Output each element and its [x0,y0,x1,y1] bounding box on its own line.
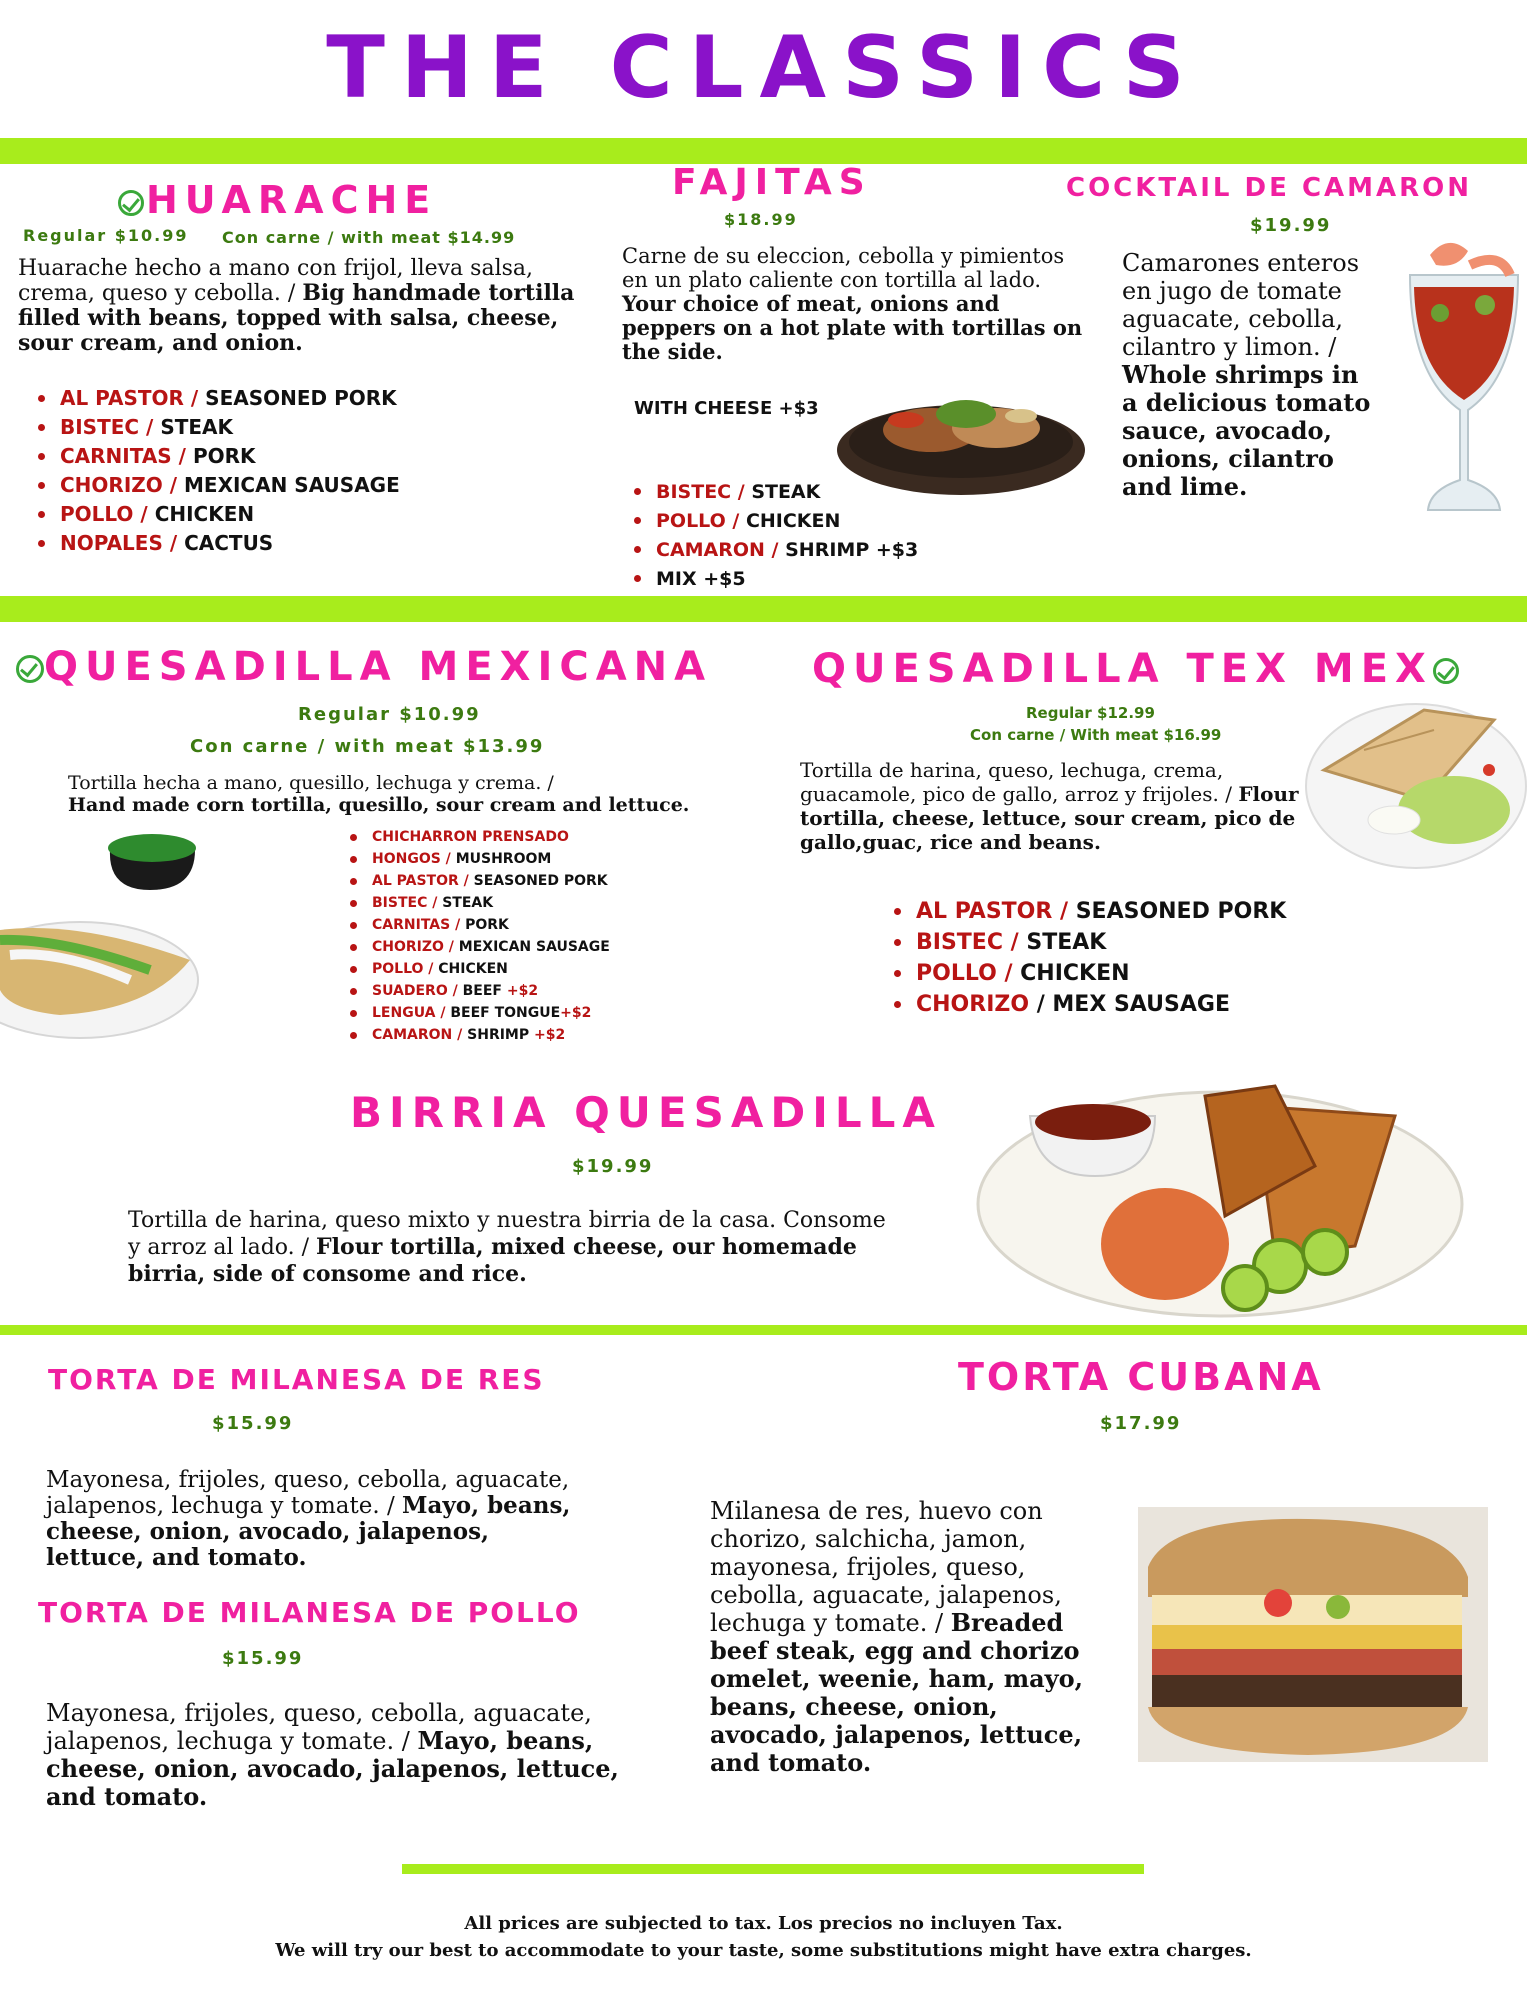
qtex-meat-price: Con carne / With meat $16.99 [970,726,1222,744]
item-es: CAMARON / [372,1027,463,1043]
torta-pollo-desc-en: Mayo, beans, cheese, onion, avocado, jalapenos, lettuce, and tomato. [46,1726,619,1811]
qtex-desc-en: Flour tortilla, cheese, lettuce, sour cream, pico de gallo,guac, rice and beans. [800,782,1299,854]
item-en: SHRIMP [467,1027,530,1043]
list-item [60,442,400,471]
item-en: BEEF TONGUE [450,1005,561,1021]
item-es: BISTEC / [60,415,154,439]
item-es: CARNITAS / [372,917,461,933]
torta-res-price: $15.99 [212,1413,294,1434]
item-es: BISTEC / [656,481,745,503]
vegetarian-check-icon [1433,658,1459,684]
divider-band [0,596,1527,622]
item-es: POLLO / [60,502,148,526]
qtex-meat-list [894,896,1286,1020]
item-es: POLLO / [916,961,1013,986]
footer-tax-note: All prices are subjected to tax. Los precios no incluyen Tax. [464,1913,1063,1934]
item-es: CAMARON / [656,539,779,561]
item-en: CHICKEN [745,510,841,532]
item-en: / MEX SAUSAGE [1036,992,1230,1017]
list-item [372,826,610,848]
item-es: CHORIZO [916,992,1030,1017]
list-item [372,936,610,958]
torta-cubana-price: $17.99 [1100,1413,1182,1434]
quesadilla-mexicana-section [0,630,780,1050]
torta-cubana-desc-en: Breaded beef steak, egg and chorizo omelet, weenie, ham, mayo, beans, cheese, onion, avocado, jalapenos, lettuce, and tomato. [710,1608,1083,1777]
item-en: STEAK [751,481,821,503]
torta-pollo-description [46,1700,646,1811]
footer [0,1910,1527,1964]
item-en: PORK [465,917,509,933]
item-es: BISTEC / [372,895,438,911]
page-title: THE CLASSICS [326,18,1201,118]
item-es: AL PASTOR / [372,873,469,889]
list-item [656,536,918,565]
huarache-meat-price: Con carne / with meat $14.99 [222,228,516,247]
item-en: SEASONED PORK [205,386,397,410]
list-item [916,989,1286,1020]
huarache-section [0,170,600,590]
torta-cubana-title: TORTA CUBANA [958,1355,1324,1399]
torta-cubana-description [710,1497,1120,1777]
birria-section [0,1060,1527,1320]
qmex-plate-image [0,820,200,1045]
item-es: SUADERO / [372,983,458,999]
list-item [372,958,610,980]
qtex-title: QUESADILLA TEX MEX [812,646,1433,692]
torta-res-title: TORTA DE MILANESA DE RES [48,1363,545,1396]
birria-desc-en: Flour tortilla, mixed cheese, our homemade birria, side of consome and rice. [128,1234,857,1287]
fajitas-meat-list [634,478,918,594]
cocktail-price: $19.99 [1250,215,1332,236]
item-es: AL PASTOR / [916,899,1069,924]
list-item [916,896,1286,927]
huarache-regular-price: Regular $10.99 [23,226,189,245]
birria-desc-es: Tortilla de harina, queso mixto y nuestra birria de la casa. Consome y arroz al lado. / [128,1208,886,1260]
birria-plate-image [975,1076,1465,1320]
list-item [60,384,400,413]
item-es: CHICHARRON PRENSADO [372,829,569,845]
item-es: AL PASTOR / [60,386,199,410]
item-en: CACTUS [184,531,274,555]
item-extra: +$2 [506,983,539,999]
item-en: SEASONED PORK [473,873,608,889]
cocktail-section [1060,165,1527,595]
qtex-heading [812,646,1459,692]
fajitas-description [622,244,1084,364]
list-item [60,500,400,529]
list-item [372,980,610,1002]
huarache-title: HUARACHE [146,178,438,222]
item-extra: +$2 [560,1005,592,1021]
item-en: STEAK [442,895,494,911]
item-es: POLLO / [656,510,740,532]
torta-pollo-title: TORTA DE MILANESA DE POLLO [38,1596,581,1629]
item-es: CHORIZO / [60,473,178,497]
fajitas-title: FAJITAS [672,162,872,203]
footer-divider [402,1864,1144,1874]
item-en: MUSHROOM [455,851,552,867]
huarache-meat-list [38,384,400,558]
cocktail-desc-es: Camarones enteros en jugo de tomate aguacate, cebolla, cilantro y limon. / [1122,249,1360,361]
cocktail-title: COCKTAIL DE CAMARON [1066,173,1473,203]
item-en: MIX +$5 [656,568,746,590]
torta-res-description [46,1467,586,1571]
list-item [372,892,610,914]
item-es: CARNITAS / [60,444,186,468]
qmex-description [68,772,768,816]
item-en: STEAK [1026,930,1107,955]
fajitas-extra: WITH CHEESE +$3 [634,398,819,419]
torta-res-section [0,1345,700,1575]
vegetarian-check-icon [118,190,144,216]
huarache-desc-es: Huarache hecho a mano con frijol, lleva salsa, crema, queso y cebolla. / [18,256,534,306]
qmex-meat-price: Con carne / with meat $13.99 [190,736,545,757]
item-es: LENGUA / [372,1005,446,1021]
item-en: CHICKEN [154,502,255,526]
item-en: MEXICAN SAUSAGE [458,939,610,955]
list-item [372,914,610,936]
cocktail-glass-image [1400,225,1527,525]
qtex-regular-price: Regular $12.99 [1026,704,1155,722]
list-item [916,927,1286,958]
qmex-heading [16,644,712,690]
qtex-desc-es: Tortilla de harina, queso, lechuga, crema, guacamole, pico de gallo, arroz y frijoles. / [800,758,1232,806]
cocktail-desc-en: Whole shrimps in a delicious tomato sauce, avocado, onions, cilantro and lime. [1122,360,1371,501]
item-en: CHICKEN [1020,961,1130,986]
birria-description [128,1208,888,1288]
footer-substitution-note: We will try our best to accommodate to your taste, some substitutions might have extra charges. [275,1940,1252,1961]
fajitas-desc-es: Carne de su eleccion, cebolla y pimientos en un plato caliente con tortilla al lado. [622,244,1065,292]
torta-pollo-price: $15.99 [222,1648,304,1669]
birria-title: BIRRIA QUESADILLA [350,1088,942,1137]
qtex-plate-image [1304,690,1527,870]
list-item [656,507,918,536]
list-item [372,1002,610,1024]
list-item [372,1024,610,1046]
item-en: PORK [192,444,256,468]
fajitas-desc-en: Your choice of meat, onions and peppers on a hot plate with tortillas on the side. [622,291,1083,364]
torta-cubana-image [1138,1507,1488,1762]
divider-band [0,1325,1527,1335]
quesadilla-texmex-section [780,630,1527,1050]
list-item [60,413,400,442]
qmex-regular-price: Regular $10.99 [298,704,481,725]
item-es: BISTEC / [916,930,1019,955]
qmex-desc-en: Hand made corn tortilla, quesillo, sour cream and lettuce. [68,794,690,816]
item-es: NOPALES / [60,531,178,555]
item-es: CHORIZO / [372,939,454,955]
torta-pollo-section [0,1580,700,1820]
huarache-desc-en: Big handmade tortilla filled with beans, topped with salsa, cheese, sour cream, and onion. [18,280,575,356]
item-en: BEEF [462,983,502,999]
list-item [372,848,610,870]
item-es: POLLO / [372,961,434,977]
fajitas-section [610,160,1083,596]
item-en: CHICKEN [438,961,508,977]
fajitas-price: $18.99 [724,210,798,229]
qmex-meat-list [350,826,610,1046]
torta-cubana-desc-es: Milanesa de res, huevo con chorizo, salchicha, jamon, mayonesa, frijoles, queso, cebolla, aguacate, jalapenos, lechuga y tomate. / [710,1497,1062,1637]
list-item [916,958,1286,989]
huarache-description [18,256,588,356]
birria-price: $19.99 [572,1156,654,1177]
torta-cubana-section [700,1345,1527,1815]
torta-pollo-desc-es: Mayonesa, frijoles, queso, cebolla, aguacate, jalapenos, lechuga y tomate. / [46,1699,592,1755]
list-item [656,478,918,507]
vegetarian-check-icon [16,655,44,683]
qtex-description [800,758,1322,854]
qmex-title: QUESADILLA MEXICANA [44,644,713,690]
item-extra: +$2 [534,1027,566,1043]
item-en: STEAK [160,415,233,439]
qmex-desc-es: Tortilla hecha a mano, quesillo, lechuga y crema. / [68,772,554,794]
cocktail-description [1122,249,1380,501]
list-item [656,565,918,594]
item-en: SHRIMP +$3 [785,539,919,561]
list-item [60,471,400,500]
item-en: SEASONED PORK [1075,899,1287,924]
torta-res-desc-es: Mayonesa, frijoles, queso, cebolla, aguacate, jalapenos, lechuga y tomate. / [46,1467,570,1519]
torta-res-desc-en: Mayo, beans, cheese, onion, avocado, jalapenos, lettuce, and tomato. [46,1492,571,1571]
item-es: HONGOS / [372,851,451,867]
list-item [60,529,400,558]
list-item [372,870,610,892]
huarache-heading [118,178,437,222]
item-en: MEXICAN SAUSAGE [184,473,400,497]
